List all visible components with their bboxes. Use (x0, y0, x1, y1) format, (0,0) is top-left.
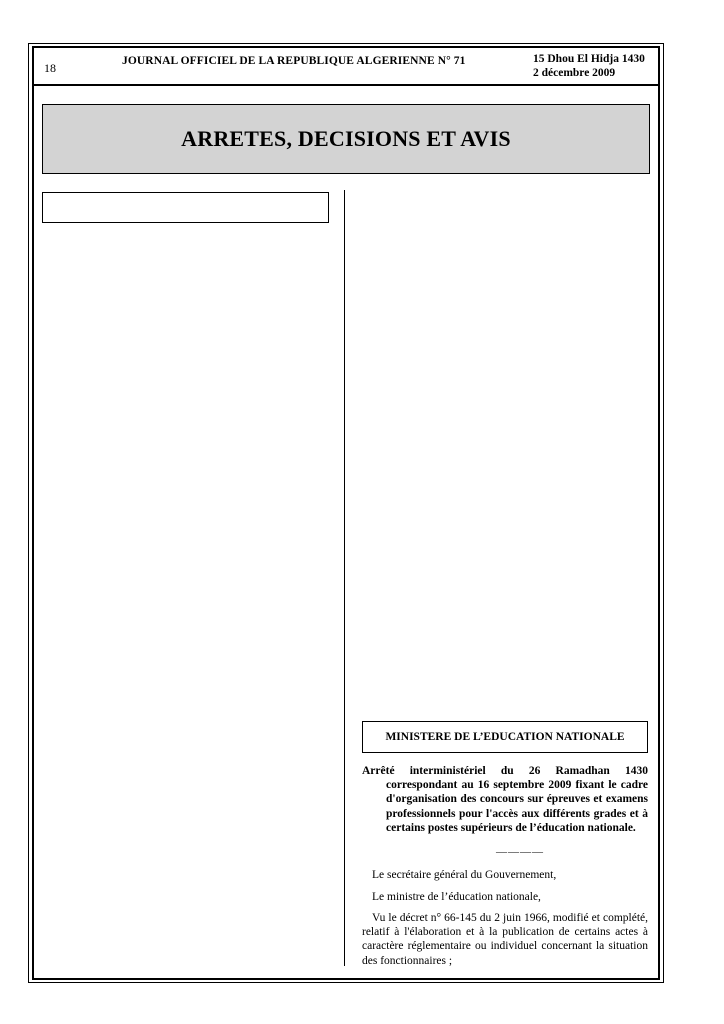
separator-dashes: ———— (496, 846, 544, 858)
gregorian-date: 2 décembre 2009 (533, 67, 616, 79)
paragraph: Le secrétaire général du Gouvernement, (372, 869, 557, 881)
journal-title: JOURNAL OFFICIEL DE LA REPUBLIQUE ALGERIENNE N° 71 (122, 55, 466, 67)
hijri-date: 15 Dhou El Hidja 1430 (533, 53, 645, 65)
page-number: 18 (44, 61, 56, 75)
ministry-heading: MINISTERE DE L’EDUCATION NATIONALE (385, 731, 625, 743)
page-inner-frame (32, 46, 660, 980)
left-column-empty-box (42, 192, 329, 223)
ministry-heading-box (362, 721, 648, 753)
section-banner (42, 104, 650, 174)
section-title: ARRETES, DECISIONS ET AVIS (181, 126, 511, 151)
paragraph: Vu le décret n° 66-145 du 2 juin 1966, modifié et complété, relatif à l'élaboration et à la publication de certains actes à caractère réglementaire ou individuel concernant la situation des fonctionnaires ; (362, 912, 648, 967)
issue-date (533, 52, 645, 80)
paragraph: Le ministre de l’éducation nationale, (372, 891, 541, 903)
header-divider (32, 84, 660, 86)
column-divider (344, 190, 345, 966)
decree-title: Arrêté interministériel du 26 Ramadhan 1430 correspondant au 16 septembre 2009 fixant le cadre d'organisation des concours sur épreuves et examens professionnels pour l'accès aux différents grades et à certains postes supérieurs de l’éducation nationale. (362, 765, 648, 834)
